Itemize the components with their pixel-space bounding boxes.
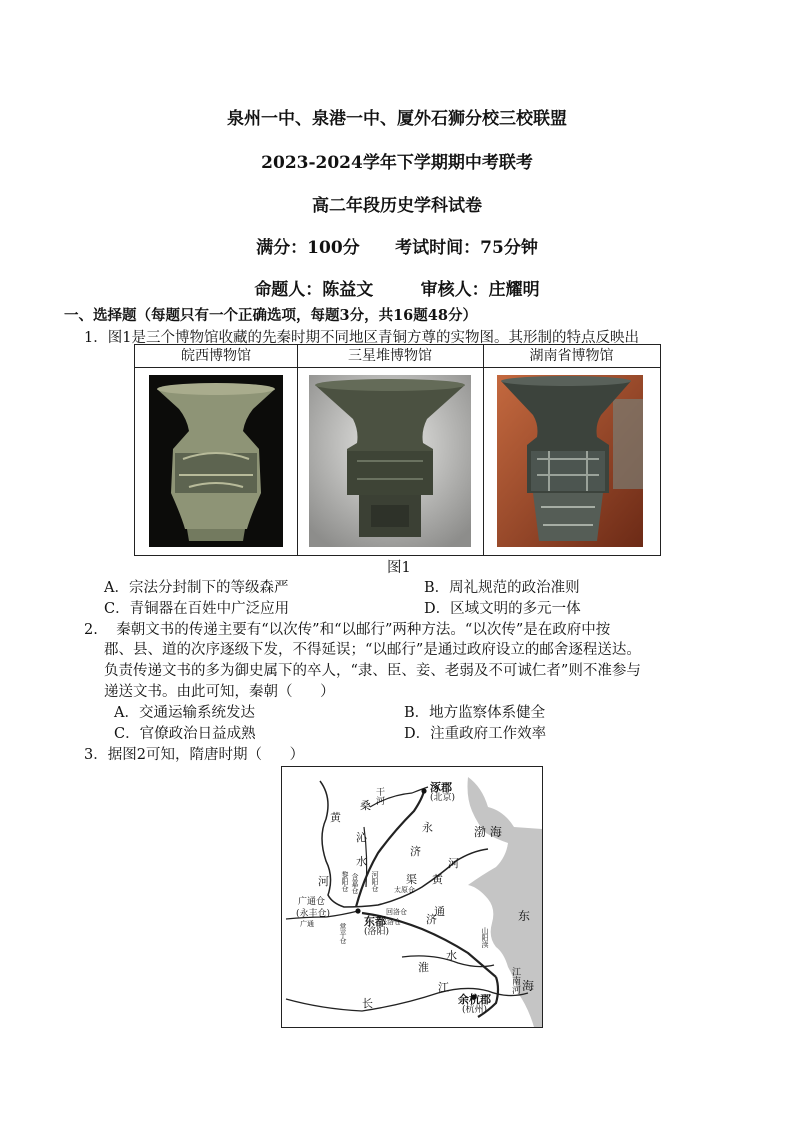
bronze-zun-photo-sanxingdui xyxy=(309,375,471,547)
map-label-qin: 沁 xyxy=(356,831,367,844)
q2-option-b: B．地方监察体系健全 xyxy=(404,705,546,721)
map-label-he-1: 河 xyxy=(318,875,329,888)
museum-label-wanxi: 皖西博物馆 xyxy=(135,345,297,368)
map-label-chang: 长 xyxy=(362,997,373,1010)
map-label-hangzhou: (杭州) xyxy=(462,1005,488,1015)
q3-stem: 3．据图2可知，隋唐时期（ ） xyxy=(84,747,305,763)
map-label-yongfeng: (永丰仓) xyxy=(296,909,331,919)
map-label-heyang-cang: 河阳仓 xyxy=(371,871,379,892)
exam-title-schools: 泉州一中、泉港一中、厦外石狮分校三校联盟 xyxy=(227,109,567,129)
museum-label-hunan: 湖南省博物馆 xyxy=(483,345,660,368)
q2-option-a: A．交通运输系统发达 xyxy=(114,705,255,721)
map-label-guangtong-2: 广通 xyxy=(300,920,314,928)
q2-line-3: 负责传递文书的多为御史属下的卒人，“隶、臣、妾、老弱及不可诚仁者”则不准参与 xyxy=(104,663,641,679)
map-label-changping-cang: 常平仓 xyxy=(339,923,347,944)
map-label-dongdu: 东都 xyxy=(364,915,386,928)
exam-title-subject: 高二年段历史学科试卷 xyxy=(312,196,482,216)
canal-map-figure xyxy=(281,766,543,1028)
figure1-table xyxy=(134,344,661,556)
map-label-yuhang: 余杭郡 xyxy=(458,993,491,1006)
q1-stem: 1．图1是三个博物馆收藏的先秦时期不同地区青铜方尊的实物图。其形制的特点反映出 xyxy=(84,330,639,346)
map-label-yong: 永 xyxy=(422,821,433,834)
map-label-jiang: 江 xyxy=(438,981,449,994)
map-label-sang: 桑 xyxy=(360,799,371,812)
map-label-bohai: 渤 海 xyxy=(474,825,502,839)
map-label-taiyuan-cang: 太原仓 xyxy=(394,886,415,894)
map-label-xingluo-cang: 兴洛仓 xyxy=(380,918,401,926)
q2-option-c: C．官僚政治日益成熟 xyxy=(114,726,256,742)
bronze-zun-photo-hunan xyxy=(497,375,643,547)
map-label-huang-2: 黄 xyxy=(432,873,443,886)
map-label-hanjia-cang: 含嘉仓 xyxy=(351,873,359,894)
map-label-shui: 水 xyxy=(446,949,457,962)
bronze-zun-photo-wanxi xyxy=(149,375,283,547)
figure1-caption: 图1 xyxy=(387,560,411,576)
authors-line: 命题人：陈益文 审核人：庄耀明 xyxy=(254,280,540,300)
q1-option-d: D．区域文明的多元一体 xyxy=(424,601,581,617)
map-label-huang-1: 黄 xyxy=(330,811,341,824)
map-label-he-2: 河 xyxy=(448,857,459,870)
q2-line-2: 郡、县、道的次序逐级下发，不得延误；“以邮行”是通过政府设立的邮舍逐程送达。 xyxy=(104,642,641,658)
q1-option-b: B．周礼规范的政治准则 xyxy=(424,580,580,596)
map-label-huiluo-cang: 回洛仓 xyxy=(386,908,407,916)
museum-label-sanxingdui: 三星堆博物馆 xyxy=(297,345,483,368)
map-label-zhuojun: 涿郡 xyxy=(430,781,452,794)
figure1-cell-wanxi xyxy=(135,345,298,555)
map-label-beijing: (北京) xyxy=(430,793,456,803)
q2-line-4: 递送文书。由此可知，秦朝（ ） xyxy=(104,684,335,700)
q2-line-1: 2. 秦朝文书的传递主要有“以次传”和“以邮行”两种方法。“以次传”是在政府中按 xyxy=(84,622,611,638)
section-heading: 一、选择题（每题只有一个正确选项，每题3分，共16题48分） xyxy=(64,307,477,324)
figure1-cell-hunan xyxy=(483,345,660,555)
exam-title-term: 2023-2024学年下学期期中考联考 xyxy=(261,153,533,173)
q2-option-d: D．注重政府工作效率 xyxy=(404,726,547,742)
map-label-hai: 海 xyxy=(522,979,535,993)
figure1-cell-sanxingdui xyxy=(297,345,484,555)
map-label-luoyang: (洛阳) xyxy=(364,927,390,937)
map-label-shanyang: 山阳渎 xyxy=(481,927,489,948)
map-label-ji: 济 xyxy=(410,845,421,858)
map-label-jiangnan: 江南河 xyxy=(510,967,520,994)
map-label-ji-2: 济 xyxy=(426,913,437,926)
q1-option-c: C．青铜器在百姓中广泛应用 xyxy=(104,601,290,617)
map-label-qu: 渠 xyxy=(406,873,417,886)
map-label-huai: 淮 xyxy=(418,961,429,974)
map-label-dong: 东 xyxy=(518,909,531,923)
map-label-tong: 通 xyxy=(434,905,445,918)
score-and-time: 满分：100分 考试时间：75分钟 xyxy=(256,238,538,258)
map-label-guangtong: 广通仓 xyxy=(298,897,326,907)
q1-option-a: A．宗法分封制下的等级森严 xyxy=(104,580,289,596)
map-label-qin-shui: 水 xyxy=(356,855,367,868)
map-label-ganshui: 干河 xyxy=(374,787,384,805)
map-label-liyang-cang: 黎阳仓 xyxy=(341,871,349,892)
